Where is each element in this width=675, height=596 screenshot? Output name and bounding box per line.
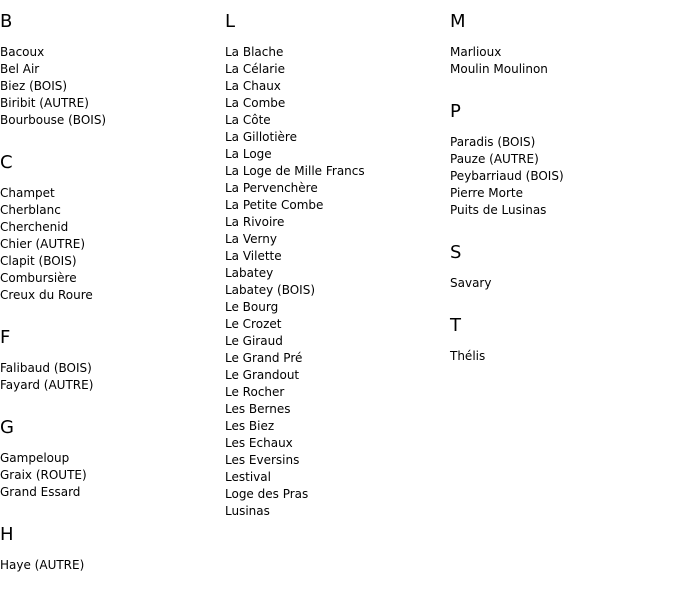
place-item: Biribit (AUTRE) xyxy=(0,96,89,110)
place-item: La Pervenchère xyxy=(225,181,318,195)
place-item: Peybarriaud (BOIS) xyxy=(450,169,564,183)
place-item: Le Rocher xyxy=(225,385,285,399)
place-item: La Célarie xyxy=(225,62,285,76)
place-item: Graix (ROUTE) xyxy=(0,468,87,482)
place-item: Pierre Morte xyxy=(450,186,523,200)
place-item: Thélis xyxy=(450,349,486,363)
place-item: Gampeloup xyxy=(0,451,70,465)
place-item: Labatey (BOIS) xyxy=(225,283,315,297)
place-item: Les Bernes xyxy=(225,402,291,416)
place-list xyxy=(0,360,220,394)
place-item: Chier (AUTRE) xyxy=(0,237,86,251)
place-item: Puits de Lusinas xyxy=(450,203,547,217)
place-list xyxy=(0,557,220,574)
place-item: Biez (BOIS) xyxy=(0,79,68,93)
letter-group-c xyxy=(0,151,220,304)
place-item: Les Eversins xyxy=(225,453,300,467)
index-column xyxy=(225,10,445,542)
place-item: Clapit (BOIS) xyxy=(0,254,77,268)
letter-heading: F xyxy=(0,327,11,348)
place-item: La Blache xyxy=(225,45,284,59)
place-list xyxy=(0,185,220,304)
place-item: Pauze (AUTRE) xyxy=(450,152,539,166)
place-item: Haye (AUTRE) xyxy=(0,558,85,572)
letter-group-b xyxy=(0,10,220,129)
letter-heading: T xyxy=(450,315,461,336)
place-item: Grand Essard xyxy=(0,485,81,499)
letter-group-s xyxy=(450,241,670,292)
place-item: Loge des Pras xyxy=(225,487,309,501)
place-item: La Petite Combe xyxy=(225,198,324,212)
place-item: Marlioux xyxy=(450,45,502,59)
place-item: Cherchenid xyxy=(0,220,69,234)
place-list xyxy=(450,44,670,78)
place-item: La Combe xyxy=(225,96,286,110)
place-list xyxy=(450,275,670,292)
place-item: Champet xyxy=(0,186,55,200)
place-item: La Loge xyxy=(225,147,272,161)
letter-heading: G xyxy=(0,417,14,438)
place-item: La Côte xyxy=(225,113,271,127)
letter-heading: C xyxy=(0,152,13,173)
letter-heading: B xyxy=(0,11,13,32)
place-item: La Verny xyxy=(225,232,277,246)
letter-heading: L xyxy=(225,11,236,32)
place-item: Falibaud (BOIS) xyxy=(0,361,92,375)
letter-group-g xyxy=(0,416,220,501)
letter-group-p xyxy=(450,100,670,219)
letter-group-m xyxy=(450,10,670,78)
place-list xyxy=(450,134,670,219)
place-list xyxy=(450,348,670,365)
place-item: Labatey xyxy=(225,266,274,280)
letter-heading: P xyxy=(450,101,461,122)
place-item: La Loge de Mille Francs xyxy=(225,164,365,178)
index-column xyxy=(0,10,220,596)
place-item: Bel Air xyxy=(0,62,40,76)
place-item: Les Biez xyxy=(225,419,275,433)
index-column xyxy=(450,10,670,387)
place-item: Bacoux xyxy=(0,45,45,59)
place-item: Moulin Moulinon xyxy=(450,62,548,76)
place-item: Paradis (BOIS) xyxy=(450,135,536,149)
letter-group-f xyxy=(0,326,220,394)
place-item: La Rivoire xyxy=(225,215,285,229)
place-item: Le Giraud xyxy=(225,334,283,348)
place-item: Cherblanc xyxy=(0,203,61,217)
letter-heading: S xyxy=(450,242,462,263)
place-list xyxy=(0,44,220,129)
place-item: Le Grand Pré xyxy=(225,351,303,365)
place-item: Fayard (AUTRE) xyxy=(0,378,94,392)
place-item: Le Bourg xyxy=(225,300,279,314)
place-item: Lusinas xyxy=(225,504,270,518)
letter-group-t xyxy=(450,314,670,365)
place-item: La Vilette xyxy=(225,249,282,263)
letter-heading: M xyxy=(450,11,466,32)
place-item: Lestival xyxy=(225,470,271,484)
letter-group-l xyxy=(225,10,445,520)
place-item: Combursière xyxy=(0,271,77,285)
place-item: Savary xyxy=(450,276,492,290)
place-item: Bourbouse (BOIS) xyxy=(0,113,107,127)
place-item: Le Grandout xyxy=(225,368,300,382)
place-item: La Chaux xyxy=(225,79,281,93)
place-item: Les Echaux xyxy=(225,436,293,450)
place-list xyxy=(225,44,445,520)
letter-group-h xyxy=(0,523,220,574)
place-item: Le Crozet xyxy=(225,317,282,331)
place-item: La Gillotière xyxy=(225,130,297,144)
place-item: Creux du Roure xyxy=(0,288,93,302)
letter-heading: H xyxy=(0,524,14,545)
place-list xyxy=(0,450,220,501)
